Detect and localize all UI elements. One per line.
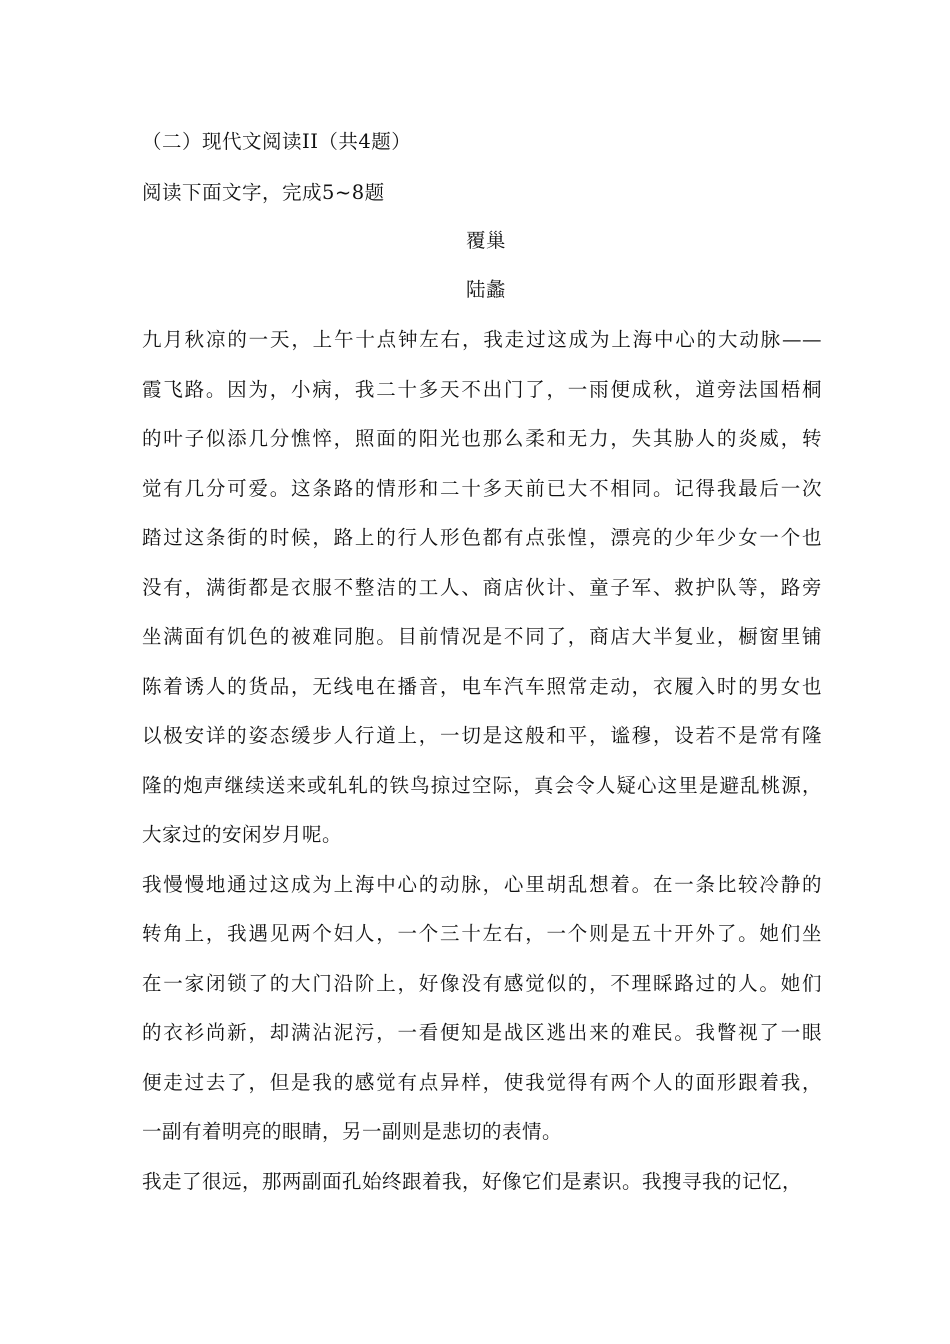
section-heading xyxy=(142,122,822,169)
paragraph-line: 坐满面有饥色的被难同胞。目前情况是不同了，商店大半复业，橱窗里铺 xyxy=(142,625,822,648)
article-author: 陆蠡 xyxy=(465,278,506,301)
article-title: 覆巢 xyxy=(465,229,506,252)
paragraph-line: 我走了很远，那两副面孔始终跟着我，好像它们是素识。我搜寻我的记忆， xyxy=(142,1169,803,1193)
paragraph-line: 转角上，我遇见两个妇人，一个三十左右，一个则是五十开外了。她们坐 xyxy=(142,922,822,945)
paragraph-line: 大家过的安闲岁月呢。 xyxy=(142,823,343,846)
paragraph-line: 没有，满街都是衣服不整洁的工人、商店伙计、童子军、救护队等，路旁 xyxy=(142,575,822,599)
instruction-text: 阅读下面文字，完成5~8题 xyxy=(142,181,385,204)
section-heading-text: （二）现代文阅读II（共4题） xyxy=(142,130,412,153)
paragraph-line: 以极安详的姿态缓步人行道上，一切是这般和平，谧穆，设若不是常有隆 xyxy=(142,724,822,747)
document-content xyxy=(142,122,822,1206)
paragraph-line: 觉有几分可爱。这条路的情形和二十多天前已大不相同。记得我最后一次 xyxy=(142,476,822,500)
paragraph xyxy=(142,315,822,860)
paragraph-line: 霞飞路。因为，小病，我二十多天不出门了，一雨便成秋，道旁法国梧桐 xyxy=(142,377,822,401)
paragraph xyxy=(142,1157,822,1207)
paragraph xyxy=(142,860,822,1157)
paragraph-line: 在一家闭锁了的大门沿阶上，好像没有感觉似的，不理睬路过的人。她们 xyxy=(142,971,822,995)
paragraph-line: 踏过这条街的时候，路上的行人形色都有点张惶，漂亮的少年少女一个也 xyxy=(142,526,822,549)
paragraph-line: 陈着诱人的货品，无线电在播音，电车汽车照常走动，衣履入时的男女也 xyxy=(142,674,822,698)
paragraph-line: 便走过去了，但是我的感觉有点异样，使我觉得有两个人的面形跟着我， xyxy=(142,1070,822,1094)
paragraph-line: 的衣衫尚新，却满沾泥污，一看便知是战区逃出来的难民。我瞥视了一眼 xyxy=(142,1021,822,1044)
article-body xyxy=(142,315,822,1206)
paragraph-line: 一副有着明亮的眼睛，另一副则是悲切的表情。 xyxy=(142,1120,563,1143)
paragraph-line: 九月秋凉的一天，上午十点钟左右，我走过这成为上海中心的大动脉—— xyxy=(142,328,822,351)
paragraph-line: 我慢慢地通过这成为上海中心的动脉，心里胡乱想着。在一条比较冷静的 xyxy=(142,872,822,896)
paragraph-line: 隆的炮声继续送来或轧轧的铁鸟掠过空际，真会令人疑心这里是避乱桃源， xyxy=(142,773,822,797)
paragraph-line: 的叶子似添几分憔悴，照面的阳光也那么柔和无力，失其胁人的炎威，转 xyxy=(142,427,822,450)
